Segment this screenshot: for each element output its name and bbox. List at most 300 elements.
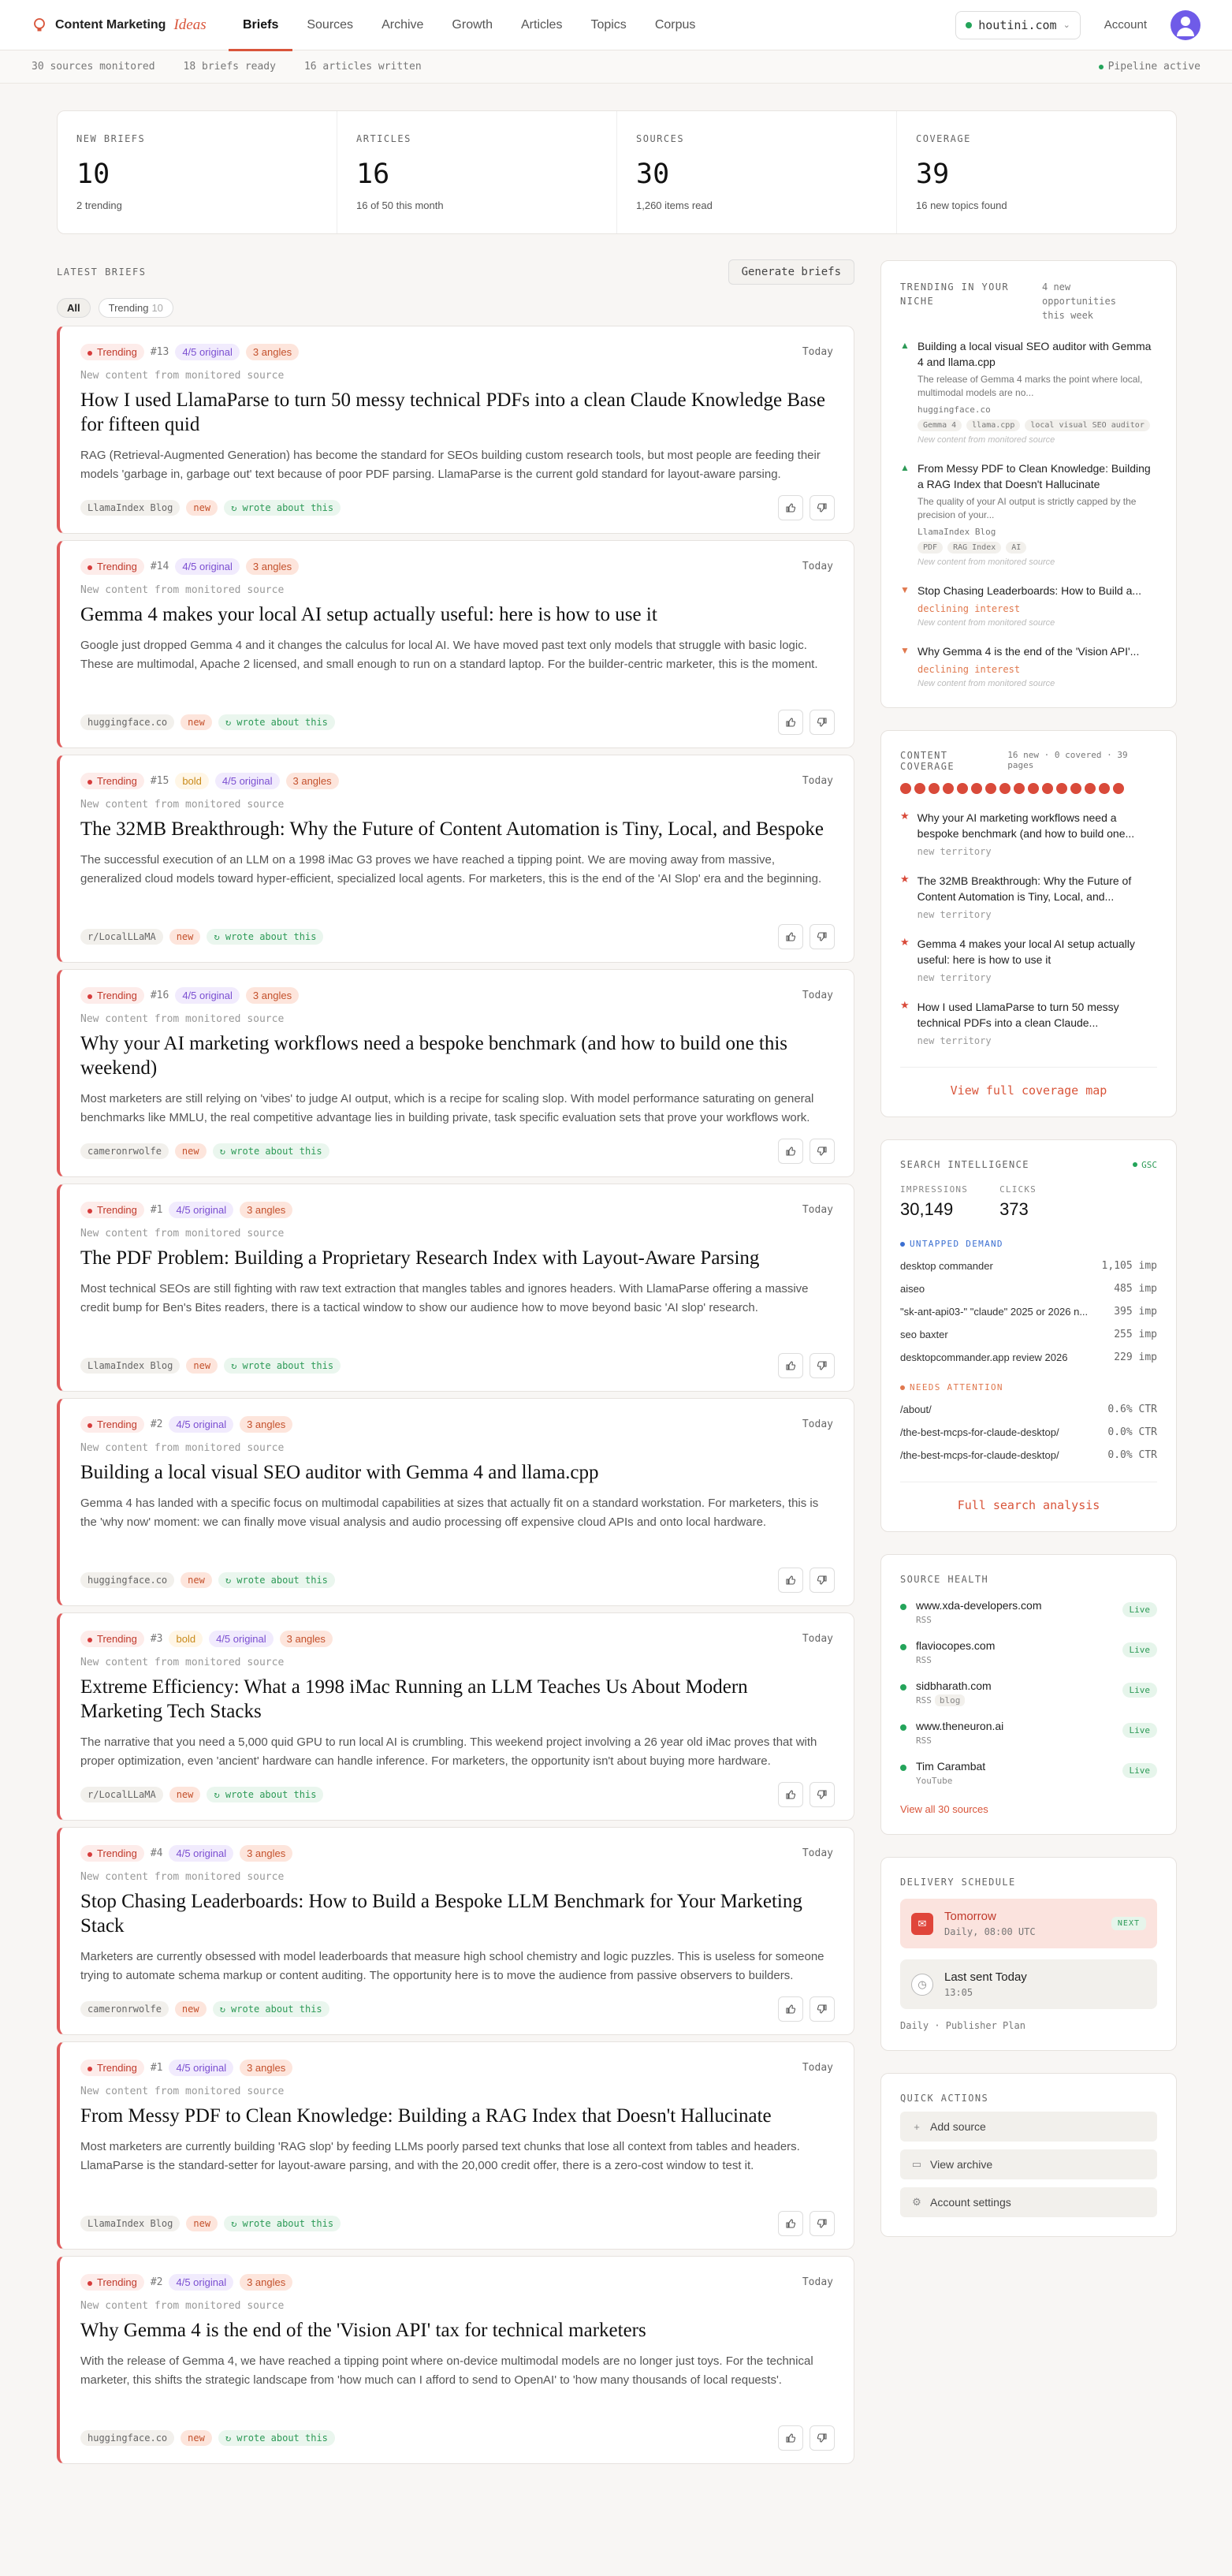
new-tag: new xyxy=(186,1358,218,1374)
wrote-tag: ↻ wrote about this xyxy=(224,1358,341,1374)
trending-card xyxy=(880,260,1177,708)
query-value: 485 imp xyxy=(1114,1283,1157,1295)
thumbs-up-icon[interactable] xyxy=(778,495,803,520)
source-tag: cameronrwolfe xyxy=(80,1143,169,1159)
trending-body xyxy=(917,583,1157,628)
query-value: 0.6% CTR xyxy=(1107,1404,1157,1415)
topic-tag: llama.cpp xyxy=(966,419,1020,431)
brand[interactable] xyxy=(32,17,229,34)
thumbs-up-icon[interactable] xyxy=(778,1139,803,1164)
star-icon: ★ xyxy=(900,936,910,948)
source-type-row xyxy=(916,1615,1042,1625)
coverage-body xyxy=(917,936,1157,983)
trend-up-icon: ▲ xyxy=(900,462,910,473)
status-dot xyxy=(900,1684,906,1691)
quick-actions-card xyxy=(880,2073,1177,2237)
trending-body xyxy=(917,338,1157,445)
angles-badge: 3 angles xyxy=(246,558,299,575)
brief-title[interactable]: How I used LlamaParse to turn 50 messy technical PDFs into a clean Claude Knowledge Base for fifteen quid xyxy=(80,390,825,435)
brief-title[interactable]: Why your AI marketing workflows need a bespoke benchmark (and how to build one this weekend) xyxy=(80,1033,788,1079)
source-name: www.theneuron.ai xyxy=(916,1720,1004,1732)
source-type-row xyxy=(916,1695,992,1706)
card-title: QUICK ACTIONS xyxy=(900,2093,989,2104)
qa-label: View archive xyxy=(930,2158,993,2171)
trending-item[interactable] xyxy=(900,583,1157,628)
coverage-item[interactable] xyxy=(900,810,1157,857)
query-text: /the-best-mcps-for-claude-desktop/ xyxy=(900,1449,1059,1461)
feedback-buttons xyxy=(778,924,835,949)
star-icon: ★ xyxy=(900,873,910,885)
wrote-tag: ↻ wrote about this xyxy=(218,1572,335,1588)
status-dot xyxy=(900,1604,906,1610)
angles-badge: 3 angles xyxy=(240,2060,292,2076)
brief-number: #13 xyxy=(150,346,169,358)
thumbs-down-icon[interactable] xyxy=(810,710,835,735)
wrote-tag: ↻ wrote about this xyxy=(207,929,323,945)
brief-tags xyxy=(80,1202,833,1218)
top-bar xyxy=(0,0,1232,50)
view-all-sources-link[interactable]: View all 30 sources xyxy=(900,1803,988,1815)
qa-label: Account settings xyxy=(930,2196,1011,2209)
coverage-dot xyxy=(1014,783,1025,794)
account-link[interactable]: Account xyxy=(1104,18,1147,32)
coverage-item[interactable] xyxy=(900,936,1157,983)
brief-card[interactable] xyxy=(57,2256,854,2464)
last-sub: 13:05 xyxy=(944,1987,973,1998)
source-item[interactable] xyxy=(900,1679,1157,1706)
thumbs-up-icon[interactable] xyxy=(778,1782,803,1807)
brief-date: Today xyxy=(802,990,833,1001)
brief-footer xyxy=(80,2211,835,2236)
original-badge: 4/5 original xyxy=(209,1631,274,1647)
thumbs-up-icon[interactable] xyxy=(778,1996,803,2022)
brief-tags xyxy=(80,773,833,789)
trending-badge: Trending xyxy=(80,2060,144,2076)
star-icon: ★ xyxy=(900,810,910,822)
brief-tags xyxy=(80,344,833,360)
source-tag: r/LocalLLaMA xyxy=(80,1787,163,1802)
trending-badge: Trending xyxy=(80,773,144,789)
add-source-button[interactable] xyxy=(900,2112,1157,2142)
briefs-count: 18 briefs ready xyxy=(183,61,276,73)
query-row[interactable] xyxy=(900,1404,1157,1415)
source-type-row xyxy=(916,1776,985,1786)
card-title: SOURCE HEALTH xyxy=(900,1574,989,1585)
coverage-dot xyxy=(900,783,911,794)
brief-title[interactable]: The 32MB Breakthrough: Why the Future of Content Automation is Tiny, Local, and Bespoke xyxy=(80,818,824,840)
brief-card[interactable] xyxy=(57,540,854,748)
brief-footer xyxy=(80,710,835,735)
query-row[interactable] xyxy=(900,1283,1157,1295)
stat-coverage xyxy=(897,111,1176,233)
query-row[interactable] xyxy=(900,1306,1157,1318)
source-tag: huggingface.co xyxy=(80,1572,174,1588)
original-badge: 4/5 original xyxy=(169,2274,233,2291)
tab-briefs[interactable]: Briefs xyxy=(229,0,292,50)
brief-origin: New content from monitored source xyxy=(80,1013,285,1025)
original-badge: 4/5 original xyxy=(169,1416,233,1433)
feedback-buttons xyxy=(778,1782,835,1807)
live-badge: Live xyxy=(1122,1642,1158,1657)
brief-summary: Most technical SEOs are still fighting with raw text extraction that mangles tables and ignores headers. With LlamaParse offering a massive credit bump for Ben's Bites readers, there is a tactical window to show our audience how to move beyond basic 'AI slop' research. xyxy=(80,1282,809,1314)
articles-count: 16 articles written xyxy=(303,61,422,73)
brief-footer xyxy=(80,1139,835,1164)
coverage-item[interactable] xyxy=(900,999,1157,1046)
coverage-dot xyxy=(1028,783,1039,794)
view-coverage-map-link[interactable]: View full coverage map xyxy=(900,1067,1157,1098)
coverage-item[interactable] xyxy=(900,873,1157,920)
mail-icon: ✉ xyxy=(911,1913,933,1935)
brief-card[interactable] xyxy=(57,326,854,534)
brief-card[interactable] xyxy=(57,755,854,963)
feedback-buttons xyxy=(778,1353,835,1378)
plan-label: Daily · Publisher Plan xyxy=(900,2020,1025,2031)
last-title: Last sent Today xyxy=(944,1970,1027,1984)
tab-archive[interactable]: Archive xyxy=(382,17,424,32)
feedback-buttons xyxy=(778,495,835,520)
brief-title[interactable]: Gemma 4 makes your local AI setup actually useful: here is how to use it xyxy=(80,604,657,625)
trend-up-icon: ▲ xyxy=(900,340,910,351)
brief-number: #2 xyxy=(150,2276,163,2288)
new-tag: new xyxy=(181,714,212,730)
thumbs-down-icon[interactable] xyxy=(810,924,835,949)
topic-tag: PDF xyxy=(917,542,943,554)
trending-tags xyxy=(917,419,1157,431)
bold-badge: bold xyxy=(175,773,209,789)
brief-summary: Most marketers are still relying on 'vibes' to judge AI output, which is a recipe for scaling slop. With model performance saturating on general benchmarks like MMLU, the real competitive advantage lies in building private, task specific evaluation sets that prove your workflows work. xyxy=(80,1092,814,1124)
brief-date: Today xyxy=(802,2276,833,2288)
delivery-card xyxy=(880,1857,1177,2051)
untapped-dot xyxy=(900,1242,905,1247)
brief-origin: New content from monitored source xyxy=(80,1871,285,1883)
source-body xyxy=(916,1720,1003,1746)
status-dot xyxy=(900,1765,906,1771)
original-badge: 4/5 original xyxy=(169,1845,233,1862)
query-row[interactable] xyxy=(900,1449,1157,1461)
angles-badge: 3 angles xyxy=(240,1845,292,1862)
brief-origin: New content from monitored source xyxy=(80,1442,285,1454)
next-delivery xyxy=(900,1899,1157,1948)
coverage-dot xyxy=(957,783,968,794)
thumbs-up-icon[interactable] xyxy=(778,2425,803,2451)
trending-note: New content from monitored source xyxy=(917,435,1055,445)
coverage-meta: 16 new · 0 covered · 39 pages xyxy=(1007,750,1128,770)
territory-label: new territory xyxy=(917,909,992,920)
live-badge: Live xyxy=(1122,1723,1158,1738)
trending-source: LlamaIndex Blog xyxy=(917,527,996,537)
card-title: SEARCH INTELLIGENCE xyxy=(900,1159,1029,1170)
kpi-label: IMPRESSIONS xyxy=(900,1184,969,1195)
brief-card[interactable] xyxy=(57,1398,854,1606)
brief-title[interactable]: Extreme Efficiency: What a 1998 iMac Running an LLM Teaches Us About Modern Marketing Tech Stacks xyxy=(80,1676,748,1722)
filter-trending-label: Trending xyxy=(108,302,149,314)
wrote-tag: ↻ wrote about this xyxy=(213,1143,329,1159)
thumbs-up-icon[interactable] xyxy=(778,924,803,949)
brief-date: Today xyxy=(802,775,833,787)
source-item[interactable] xyxy=(900,1720,1157,1746)
brief-footer xyxy=(80,495,835,520)
main-nav xyxy=(229,0,709,50)
source-name: Tim Carambat xyxy=(916,1760,986,1773)
feedback-buttons xyxy=(778,2425,835,2451)
view-archive-button[interactable] xyxy=(900,2149,1157,2179)
card-title: TRENDING IN YOUR NICHE xyxy=(900,281,1009,307)
query-row[interactable] xyxy=(900,1351,1157,1363)
card-title: CONTENT COVERAGE xyxy=(900,750,955,772)
next-title: Tomorrow xyxy=(944,1910,996,1923)
feedback-buttons xyxy=(778,710,835,735)
chevron-down-icon: ⌄ xyxy=(1063,21,1070,30)
brief-card[interactable] xyxy=(57,1827,854,2035)
thumbs-up-icon[interactable] xyxy=(778,1353,803,1378)
source-type: RSS xyxy=(916,1735,932,1746)
brief-number: #1 xyxy=(150,1204,163,1216)
new-tag: new xyxy=(175,1143,207,1159)
stat-label: COVERAGE xyxy=(916,133,971,144)
brief-title[interactable]: Why Gemma 4 is the end of the 'Vision API' tax for technical marketers xyxy=(80,2320,646,2341)
section-title: LATEST BRIEFS xyxy=(57,267,147,278)
brief-title[interactable]: Building a local visual SEO auditor with Gemma 4 and llama.cpp xyxy=(80,1462,599,1483)
domain-select[interactable] xyxy=(955,11,1081,39)
status-dot xyxy=(900,1724,906,1731)
query-text: /about/ xyxy=(900,1404,932,1415)
thumbs-down-icon[interactable] xyxy=(810,1139,835,1164)
brief-date: Today xyxy=(802,1204,833,1216)
kpi-value: 30,149 xyxy=(900,1199,954,1219)
source-tag: huggingface.co xyxy=(80,2430,174,2446)
source-type: RSS xyxy=(916,1615,932,1625)
query-text: desktop commander xyxy=(900,1260,993,1272)
brief-origin: New content from monitored source xyxy=(80,2300,285,2312)
trending-badge: Trending xyxy=(80,2274,144,2291)
brief-origin: New content from monitored source xyxy=(80,584,285,596)
trending-body xyxy=(917,643,1157,688)
source-type: RSS xyxy=(916,1655,932,1665)
feedback-buttons xyxy=(778,1996,835,2022)
brief-number: #16 xyxy=(150,990,169,1001)
feedback-buttons xyxy=(778,2211,835,2236)
kpi-label: CLICKS xyxy=(999,1184,1037,1195)
query-row[interactable] xyxy=(900,1260,1157,1272)
attention-label: NEEDS ATTENTION xyxy=(910,1382,1003,1392)
territory-label: new territory xyxy=(917,1035,992,1046)
stat-label: SOURCES xyxy=(636,133,685,144)
brief-date: Today xyxy=(802,2062,833,2074)
brief-summary: The narrative that you need a 5,000 quid GPU to run local AI is crumbling. This weekend project involving a 26 year old iMac proves that with proper optimization, even 'ancient' hardware can handle inference. For marketers, the opportunity isn't about buying more hardware. xyxy=(80,1735,817,1768)
brief-summary: The successful execution of an LLM on a 1998 iMac G3 proves we have reached a tipping point. We are moving away from massive, generalized cloud models toward hyper-efficient, specialized local agents. For marketers, this is the end of the 'AI Slop' era and the beginning. xyxy=(80,853,822,885)
coverage-list xyxy=(900,810,1157,1046)
query-text: aiseo xyxy=(900,1283,925,1295)
health-list xyxy=(900,1599,1157,1786)
trending-item[interactable] xyxy=(900,338,1157,445)
attention-list xyxy=(900,1404,1157,1461)
trending-desc: The quality of your AI output is strictly capped by the precision of your... xyxy=(917,496,1137,520)
coverage-body xyxy=(917,810,1157,857)
coverage-dot xyxy=(1113,783,1124,794)
coverage-body xyxy=(917,999,1157,1046)
source-tag: LlamaIndex Blog xyxy=(80,1358,180,1374)
filter-all[interactable]: All xyxy=(57,298,91,318)
stat-sources xyxy=(617,111,897,233)
query-text: "sk-ant-api03-" "claude" 2025 or 2026 n... xyxy=(900,1306,1089,1318)
live-badge: Live xyxy=(1122,1683,1158,1698)
tab-articles[interactable]: Articles xyxy=(521,17,563,32)
thumbs-up-icon[interactable] xyxy=(778,2211,803,2236)
brief-footer xyxy=(80,1353,835,1378)
search-card xyxy=(880,1139,1177,1532)
query-text: /the-best-mcps-for-claude-desktop/ xyxy=(900,1426,1059,1438)
brief-title[interactable]: Stop Chasing Leaderboards: How to Build a Bespoke LLM Benchmark for Your Marketing Stack xyxy=(80,1891,802,1937)
stat-sub: 1,260 items read xyxy=(636,199,713,211)
trend-down-icon: ▼ xyxy=(900,645,910,656)
archive-icon: ▭ xyxy=(911,2158,922,2170)
account-settings-button[interactable] xyxy=(900,2187,1157,2217)
brief-filters xyxy=(57,298,854,318)
live-badge: Live xyxy=(1122,1763,1158,1778)
brief-card[interactable] xyxy=(57,969,854,1177)
thumbs-down-icon[interactable] xyxy=(810,1568,835,1593)
new-tag: new xyxy=(181,1572,212,1588)
gear-icon: ⚙ xyxy=(912,2196,921,2208)
coverage-dots xyxy=(900,783,1157,794)
live-badge: Live xyxy=(1122,1602,1158,1617)
thumbs-down-icon[interactable] xyxy=(810,1353,835,1378)
filter-trending[interactable] xyxy=(99,298,173,318)
trending-count: 4 new opportunities this week xyxy=(1042,281,1116,321)
brief-title[interactable]: The PDF Problem: Building a Proprietary Research Index with Layout-Aware Parsing xyxy=(80,1247,760,1269)
trending-item[interactable] xyxy=(900,460,1157,567)
brief-footer xyxy=(80,1782,835,1807)
thumbs-down-icon[interactable] xyxy=(810,495,835,520)
next-sub: Daily, 08:00 UTC xyxy=(944,1926,1036,1937)
source-tag: huggingface.co xyxy=(80,714,174,730)
source-body xyxy=(916,1760,985,1786)
pipeline-status xyxy=(1099,61,1200,73)
thumbs-down-icon[interactable] xyxy=(810,2425,835,2451)
source-name: sidbharath.com xyxy=(916,1679,992,1692)
tab-sources[interactable]: Sources xyxy=(307,17,354,32)
coverage-title: Why your AI marketing workflows need a bespoke benchmark (and how to build one... xyxy=(917,811,1135,840)
stat-sub: 16 new topics found xyxy=(916,199,1007,211)
angles-badge: 3 angles xyxy=(246,344,299,360)
brief-footer xyxy=(80,924,835,949)
thumbs-up-icon[interactable] xyxy=(778,710,803,735)
source-item[interactable] xyxy=(900,1599,1157,1625)
query-value: 229 imp xyxy=(1114,1351,1157,1363)
trending-title: Why Gemma 4 is the end of the 'Vision API'... xyxy=(917,645,1140,658)
source-item[interactable] xyxy=(900,1760,1157,1786)
tab-growth[interactable]: Growth xyxy=(452,17,493,32)
stat-label: ARTICLES xyxy=(356,133,411,144)
thumbs-down-icon[interactable] xyxy=(810,1782,835,1807)
brief-origin: New content from monitored source xyxy=(80,2086,285,2097)
thumbs-down-icon[interactable] xyxy=(810,1996,835,2022)
plus-icon: + xyxy=(914,2120,920,2133)
original-badge: 4/5 original xyxy=(175,558,240,575)
brief-origin: New content from monitored source xyxy=(80,1657,285,1668)
status-dot xyxy=(900,1644,906,1650)
brief-card[interactable] xyxy=(57,2041,854,2250)
brief-title[interactable]: From Messy PDF to Clean Knowledge: Building a RAG Index that Doesn't Hallucinate xyxy=(80,2105,772,2127)
territory-label: new territory xyxy=(917,972,992,983)
brief-tags xyxy=(80,987,833,1004)
territory-label: new territory xyxy=(917,846,992,857)
brief-number: #14 xyxy=(150,561,169,572)
kpi-value: 373 xyxy=(999,1199,1029,1219)
query-row[interactable] xyxy=(900,1329,1157,1340)
tab-topics[interactable]: Topics xyxy=(590,17,627,32)
trending-desc: The release of Gemma 4 marks the point where local, multimodal models are no... xyxy=(917,374,1143,398)
coverage-dot xyxy=(1099,783,1110,794)
clock-icon: ◷ xyxy=(911,1974,933,1996)
brief-date: Today xyxy=(802,561,833,572)
untapped-header xyxy=(900,1239,1157,1249)
generate-briefs-button[interactable]: Generate briefs xyxy=(728,259,854,285)
coverage-dot xyxy=(1070,783,1081,794)
coverage-card xyxy=(880,730,1177,1117)
filter-trending-count: 10 xyxy=(151,302,163,314)
wrote-tag: ↻ wrote about this xyxy=(207,1787,323,1802)
thumbs-up-icon[interactable] xyxy=(778,1568,803,1593)
tab-corpus[interactable]: Corpus xyxy=(654,17,696,32)
angles-badge: 3 angles xyxy=(246,987,299,1004)
original-badge: 4/5 original xyxy=(175,344,240,360)
full-search-analysis-link[interactable]: Full search analysis xyxy=(900,1482,1157,1512)
query-row[interactable] xyxy=(900,1426,1157,1438)
source-tag: LlamaIndex Blog xyxy=(80,500,180,516)
brief-summary: With the release of Gemma 4, we have reached a tipping point where on-device multimodal models are no longer just toys. For the technical marketer, this shifts the strategic landscape from 'how much can I afford to send to OpenAI' to 'how many thousands of local requests'. xyxy=(80,2354,813,2387)
thumbs-down-icon[interactable] xyxy=(810,2211,835,2236)
coverage-dot xyxy=(999,783,1011,794)
stats-panel xyxy=(57,110,1177,234)
trending-note: New content from monitored source xyxy=(917,557,1055,567)
source-health-card xyxy=(880,1554,1177,1835)
stat-value: 10 xyxy=(76,158,110,190)
briefs-column xyxy=(57,260,854,2464)
trending-note: New content from monitored source xyxy=(917,618,1055,628)
last-delivery xyxy=(900,1959,1157,2009)
lightbulb-icon xyxy=(32,17,47,33)
angles-badge: 3 angles xyxy=(280,1631,333,1647)
brief-tags xyxy=(80,1845,833,1862)
trending-item[interactable] xyxy=(900,643,1157,688)
brief-origin: New content from monitored source xyxy=(80,799,285,811)
stat-value: 30 xyxy=(636,158,670,190)
source-tag: cameronrwolfe xyxy=(80,2001,169,2017)
avatar[interactable] xyxy=(1171,10,1200,40)
original-badge: 4/5 original xyxy=(215,773,280,789)
wrote-tag: ↻ wrote about this xyxy=(224,2216,341,2231)
new-tag: new xyxy=(169,929,201,945)
wrote-tag: ↻ wrote about this xyxy=(218,714,335,730)
new-tag: new xyxy=(181,2430,212,2446)
angles-badge: 3 angles xyxy=(286,773,339,789)
query-value: 255 imp xyxy=(1114,1329,1157,1340)
stat-new-briefs xyxy=(58,111,337,233)
query-text: seo baxter xyxy=(900,1329,948,1340)
pipeline-label: Pipeline active xyxy=(1107,61,1200,73)
brief-card[interactable] xyxy=(57,1612,854,1821)
brief-card[interactable] xyxy=(57,1184,854,1392)
brief-footer xyxy=(80,1996,835,2022)
brief-origin: New content from monitored source xyxy=(80,370,285,382)
source-tag: LlamaIndex Blog xyxy=(80,2216,180,2231)
source-item[interactable] xyxy=(900,1639,1157,1665)
wrote-tag: ↻ wrote about this xyxy=(218,2430,335,2446)
trending-badge: Trending xyxy=(80,344,144,360)
stat-articles xyxy=(337,111,617,233)
source-type: RSS xyxy=(916,1695,932,1706)
